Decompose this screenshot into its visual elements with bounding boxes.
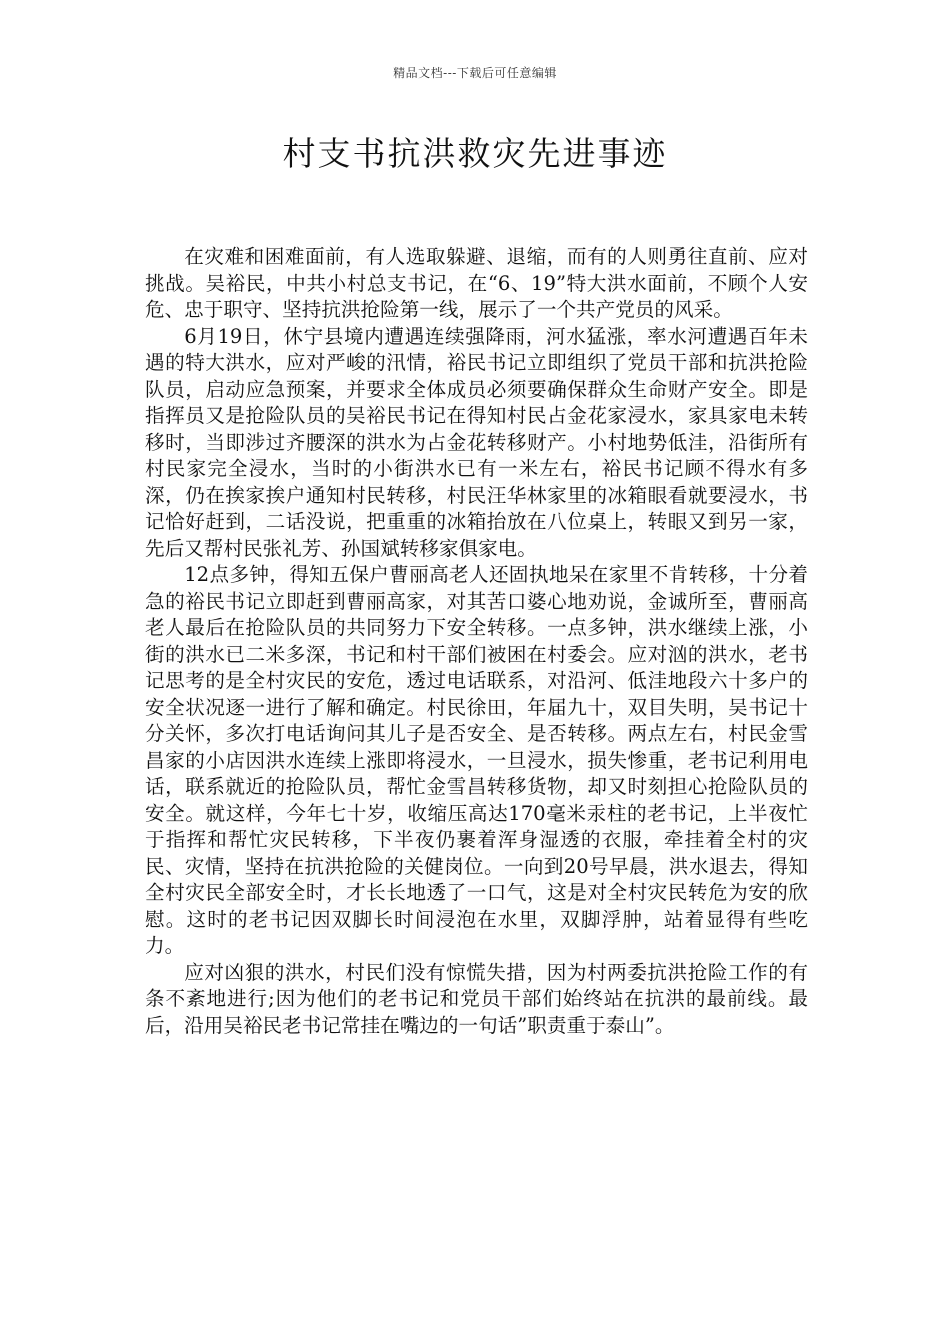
paragraph-4: 应对凶狠的洪水，村民们没有惊慌失措，因为村两委抗洪抢险工作的有条不紊地进行;因为他们的老书记和党员干部们始终站在抗洪的最前线。最后，沿用吴裕民老书记常挂在嘴边的一句话”职责重于泰山”。 — [145, 960, 808, 1037]
paragraph-1: 在灾难和困难面前，有人选取躲避、退缩，而有的人则勇往直前、应对挑战。吴裕民，中共小村总支书记，在“6、19”特大洪水面前，不顾个人安危、忠于职守、坚持抗洪抢险第一线，展示了一个共产党员的风采。 — [145, 245, 808, 321]
header-note: 精品文档---下载后可任意编辑 — [393, 66, 557, 80]
paragraph-2: 6月19日，休宁县境内遭遇连续强降雨，河水猛涨，率水河遭遇百年未遇的特大洪水，应对严峻的汛情，裕民书记立即组织了党员干部和抗洪抢险队员，启动应急预案，并要求全体成员必须要确保群众生命财产安全。即是指挥员又是抢险队员的吴裕民书记在得知村民占金花家浸水，家具家电未转移时，当即涉过齐腰深的洪水为占金花转移财产。小村地势低洼，沿街所有村民家完全浸水，当时的小街洪水已有一米左右，裕民书记顾不得水有多深，仍在挨家挨户通知村民转移，村民汪华林家里的冰箱眼看就要浸水，书记恰好赶到，二话没说，把重重的冰箱抬放在八位桌上，转眼又到另一家，先后又帮村民张礼芳、孙国斌转移家俱家电。 — [145, 324, 808, 560]
document-title: 村支书抗洪救灾先进事迹 — [282, 134, 668, 173]
paragraph-3: 12点多钟，得知五保户曹丽高老人还固执地呆在家里不肯转移，十分着急的裕民书记立即赶到曹丽高家，对其苦口婆心地劝说，金诚所至，曹丽高老人最后在抢险队员的共同努力下安全转移。一点多钟，洪水继续上涨，小街的洪水已二米多深，书记和村干部们被困在村委会。应对汹的洪水，老书记思考的是全村灾民的安危，透过电话联系，对沿河、低洼地段六十多户的安全状况逐一进行了解和确定。村民徐田，年届九十，双目失明，吴书记十分关怀，多次打电话询问其儿子是否安全、是否转移。两点左右，村民金雪昌家的小店因洪水连续上涨即将浸水，一旦浸水，损失惨重，老书记利用电话，联系就近的抢险队员，帮忙金雪昌转移货物，却又时刻担心抢险队员的安全。就这样，今年七十岁，收缩压高达170毫米汞柱的老书记，上半夜忙于指挥和帮忙灾民转移，下半夜仍裹着浑身湿透的衣服，牵挂着全村的灾民、灾情，坚持在抗洪抢险的关健岗位。一向到20号早晨，洪水退去，得知全村灾民全部安全时，才长长地透了一口气，这是对全村灾民转危为安的欣慰。这时的老书记因双脚长时间浸泡在水里，双脚浮肿，站着显得有些吃力。 — [145, 563, 808, 957]
document-body — [145, 244, 808, 1039]
